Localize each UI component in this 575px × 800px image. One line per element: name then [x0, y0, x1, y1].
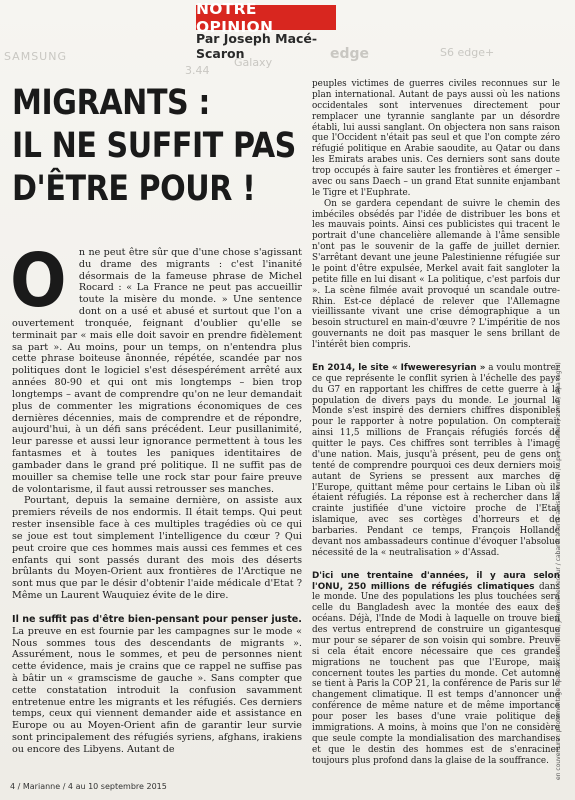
ghost-text: 3.44 [185, 64, 210, 77]
paragraph: Pourtant, depuis la semaine dernière, on assiste aux premiers réveils de nos endormis. Il était temps. Qui peut rester insensible face à ces multiples tragédies où ce qui se joue est tout simplement l'intelligence du cœur ? Qui peut croire que ces hommes mais aussi ces femmes et ces enfants qui sont passés durant des mois des déserts brûlants du Moyen-Orient aux frontières de l'Arctique ne sont mus que par le désir d'obtenir l'aide médicale d'Etat ? Même un Laurent Wauquiez évite de le dire. [12, 495, 302, 602]
paragraph: La preuve en est fournie par les campagnes sur le mode « Nous sommes tous des descendants de migrants ». Assurément, nous le sommes, et peu de personnes nient cette évidence, mais je crains que ce rappel ne suffise pas à bâtir un « gramscisme de gauche ». Sans compter que cette constatation introduit la confusion savamment entretenue entre les migrants et les réfugiés. Ces derniers temps, ceux qui viennent demander aide et assistance en Europe ou au Moyen-Orient afin de garantir leur survie sont principalement des réfugiés syriens, afghans, irakiens ou encore des Libyens. Autant de [12, 625, 302, 755]
headline [12, 82, 296, 211]
article-column-left [10, 238, 302, 756]
article-column-right [312, 79, 560, 766]
photo-credit [555, 362, 565, 780]
paragraph: peuples victimes de guerres civiles reconnues sur le plan international. Autant de pays aussi où les nations occidentales sont intervenues directement pour remplacer une tyrannie sanglante par un désordre établi, lui aussi sanglant. On objectera non sans raison que l'Occident n'était pas seul et que l'on compte zéro réfugié politique en Arabie saoudite, au Qatar ou dans les Emirats arabes unis. Ces derniers sont sans doute trop occupés à faire sauter les frontières et émerger – avec ou sans Daech – un grand Etat sunnite enjambant le Tigre et l'Euphrate. [312, 79, 560, 198]
paragraph-text: dans le monde. Une des populations les plus touchées sera celle du Bangladesh avec la montée des eaux des océans. Déjà, l'Inde de Modi à laquelle on trouve bien des vertus entreprend de construire un gigantesque mur pour se séparer de son voisin qui sombre. Preuve si cela était encore nécessaire que ces grandes migrations ne touchent pas que l'Europe, mais concernent toutes les parties du monde. Cet automne se tient à Paris la COP 21, la conférence de Paris sur le changement climatique. Il est temps d'annoncer une conférence de même nature et de même importance pour poser les bases d'une vraie politique des immigrations. A moins, à moins que l'on ne considère que seule compte la mondialisation des marchandises et que le destin des hommes est de s'enraciner toujours plus profond dans la glaise de la souffrance. [312, 581, 560, 766]
lead-in: D'ici une trentaine d'années, il y aura selon l'ONU, 250 millions de réfugiés climatiques [312, 570, 560, 592]
paragraph: On se gardera cependant de suivre le chemin des imbéciles obsédés par l'idée de distribuer les bons et les mauvais points. Ainsi ces publicistes qui tracent le portrait d'une chancelière allemande à l'âme sensible n'ont pas le souvenir de la gaffe de juillet dernier. S'arrêtant devant une jeune Palestinienne réfugiée sur le point d'être expulsée, Merkel avait fait sangloter la petite fille en lui disant « La politique, c'est parfois dur ». La scène filmée avait provoqué un scandale outre-Rhin. Est-ce déplacé de relever que l'Allemagne vieillissante vivant une crise démographique a un besoin structurel en main-d'œuvre ? L'impéritie de nos gouvernants ne doit pas masquer le sens brillant de l'intérêt bien compris. [312, 198, 560, 350]
ghost-text: SAMSUNG [4, 50, 67, 63]
page-footer: 4 / Marianne / 4 au 10 septembre 2015 [10, 782, 167, 791]
headline-line: MIGRANTS : [12, 83, 210, 123]
paragraph: n ne peut être sûr que d'une chose s'agissant du drame des migrants : c'est l'inanité désormais de la fameuse phrase de Michel Rocard : « La France ne peut pas accueillir toute la misère du monde. » Une sentence dont on a usé et abusé et surtout que l'on a ouvertement tronquée, feignant d'oublier qu'elle se terminait par « mais elle doit savoir en prendre fidèlement sa part ». Au moins, pour un temps, on n'entendra plus cette phrase boiteuse ânonnée, répétée, scandée par nos politiques dont le logiciel s'est désespérément arrêté aux années 80-90 et qui ont mis longtemps – bien trop longtemps – avant de comprendre qu'on ne leur demandait plus de commenter les migrations économiques de ces dernières décennies, mais de comprendre et de répondre, aujourd'hui, à un défi sans précédent. Leur pusillanimité, leur paresse et aussi leur ignorance permettent à tous les fantasmes et à toutes les paniques identitaires de gambader dans le grand pré politique. Il ne suffit pas de mouiller sa chemise telle une rock star pour faire preuve de volontarisme, il faut aussi retrousser ses manches. [12, 247, 302, 495]
photo-credit-text: en couverture : photomontage : pascal colrat (fille), jean-michel lecour / cabaret à ferté-alais de rumel / c.p. / v. harten / zuma / sipa (agfa) [555, 362, 562, 780]
drop-cap: O [10, 238, 67, 324]
paragraph [312, 571, 560, 767]
section-banner [196, 0, 336, 36]
ghost-text: S6 edge+ [440, 46, 495, 59]
headline-line: D'ÊTRE POUR ! [12, 169, 256, 209]
paragraph [312, 363, 560, 559]
ghost-text: edge [330, 46, 370, 62]
headline-line: IL NE SUFFIT PAS [12, 126, 296, 166]
lead-in: En 2014, le site « Ifweweresyrian » [312, 362, 486, 373]
ghost-text: Galaxy [234, 56, 273, 69]
byline: Par Joseph Macé-Scaron [196, 31, 318, 61]
section-label: NOTRE OPINION [196, 0, 274, 36]
paragraph-text: a voulu montrer ce que représente le conflit syrien à l'échelle des pays du G7 en rapportant les chiffres de cette guerre à la population de divers pays du monde. Le journal le Monde s'est inspiré des derniers chiffres disponibles pour le rapporter à notre population. On compterait ainsi 11,5 millions de Français réfugiés forcés de quitter le pays. Ces chiffres sont terribles à l'image d'une nation. Mais, jusqu'à présent, peu de gens ont tenté de comprendre pourquoi ces deux derniers mois autant de Syriens se pressent aux marches de l'Europe, quittant même pour certains le Liban où ils étaient réfugiés. La réponse est à rechercher dans la crainte justifiée d'une victoire proche de l'Etat islamique, avec ses cortèges d'horreurs et de barbaries. Pendant ce temps, François Hollande devant nos ambassadeurs continue d'évoquer l'absolue nécessité de la « neutralisation » d'Assad. [312, 362, 560, 558]
subheading: Il ne suffit pas d'être bien-pensant pour penser juste. [12, 613, 302, 625]
